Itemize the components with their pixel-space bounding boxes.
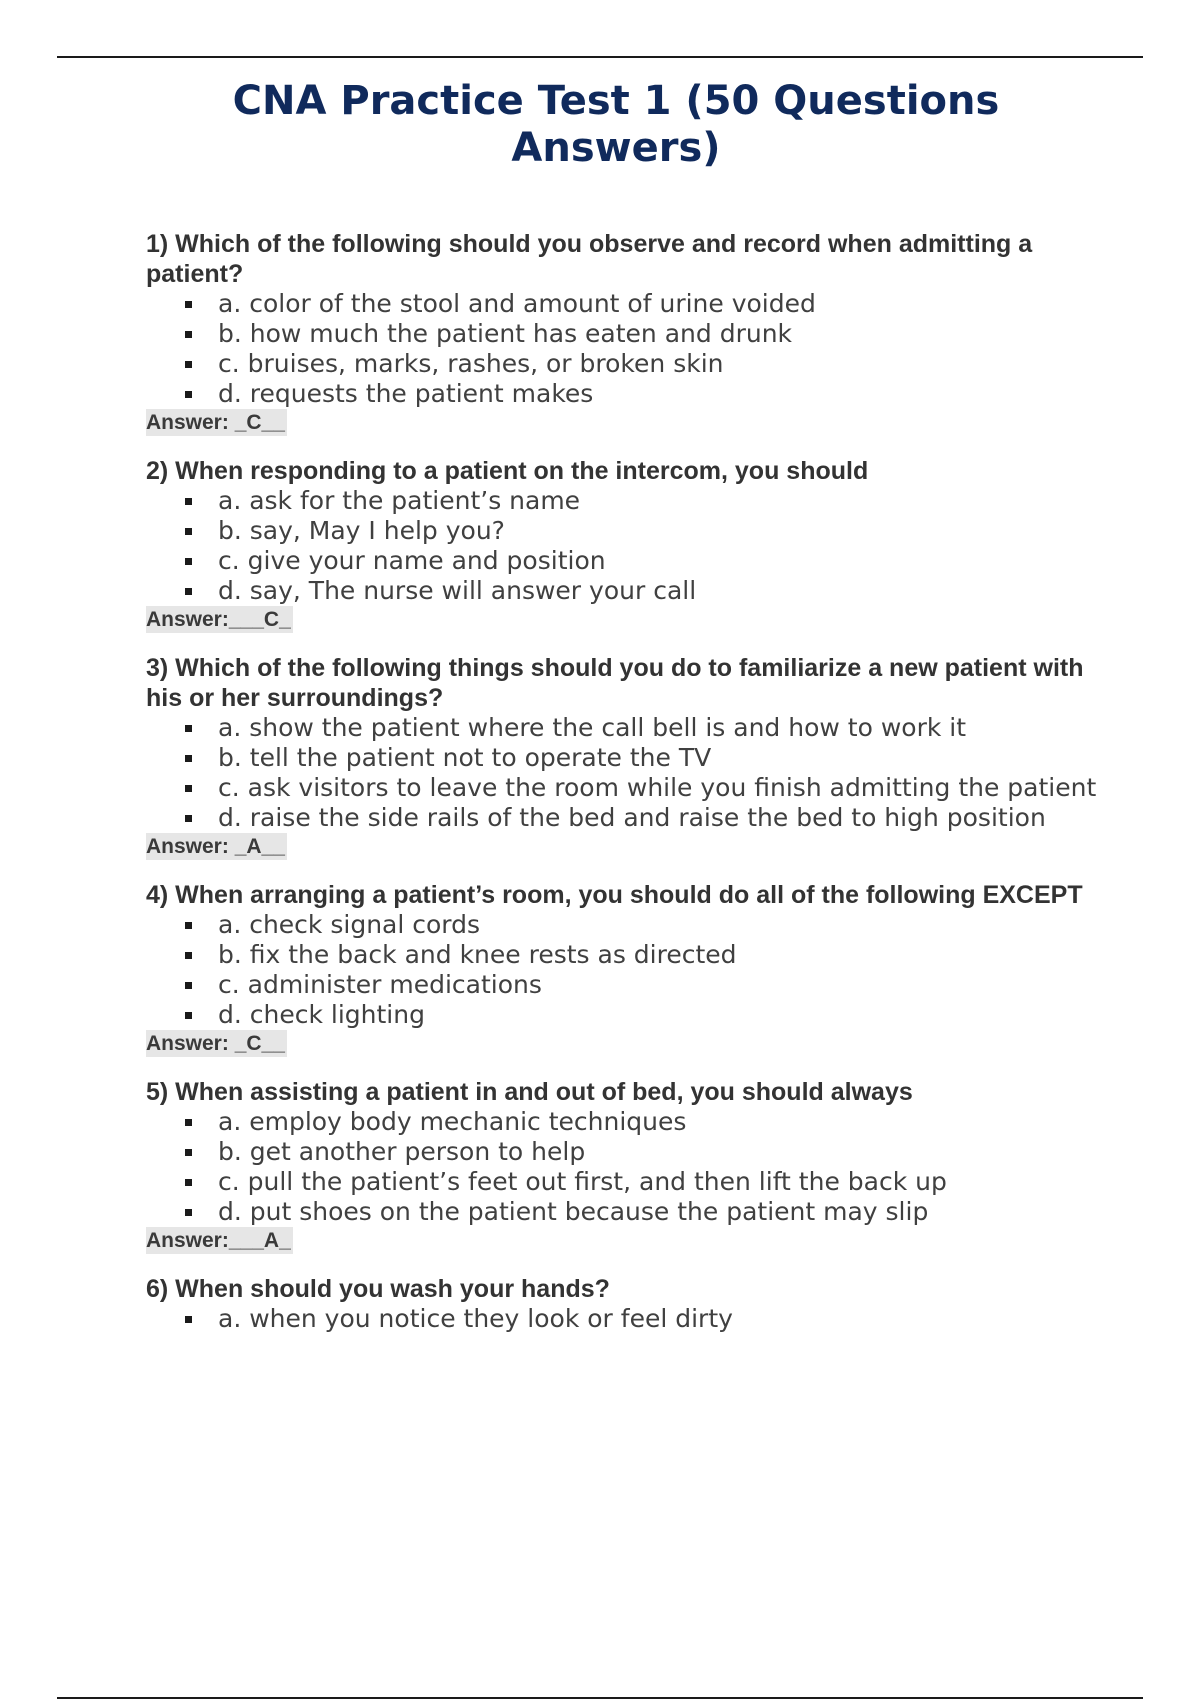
option-text: a. show the patient where the call bell is and how to work it: [218, 713, 967, 742]
answer-line: [146, 409, 287, 436]
answer-label: Answer:: [146, 608, 229, 631]
option-text: c. administer medications: [218, 970, 542, 999]
square-bullet-icon: [185, 528, 192, 535]
answer-value: ___A_: [228, 1229, 291, 1252]
square-bullet-icon: [185, 922, 192, 929]
answer-value: _C__: [228, 411, 285, 434]
option-item: [218, 349, 1106, 379]
option-text: c. pull the patient’s feet out first, and then lift the back up: [218, 1167, 947, 1196]
square-bullet-icon: [185, 1316, 192, 1323]
square-bullet-icon: [185, 331, 192, 338]
question-text: 2) When responding to a patient on the intercom, you should: [146, 457, 869, 485]
option-item: [218, 1137, 1106, 1167]
option-item: [218, 546, 1106, 576]
square-bullet-icon: [185, 558, 192, 565]
option-text: c. ask visitors to leave the room while you finish admitting the patient: [218, 773, 1097, 802]
option-item: [218, 1197, 1106, 1227]
option-item: [218, 289, 1106, 319]
square-bullet-icon: [185, 1119, 192, 1126]
option-text: d. requests the patient makes: [218, 379, 594, 408]
square-bullet-icon: [185, 498, 192, 505]
square-bullet-icon: [185, 1209, 192, 1216]
option-text: d. raise the side rails of the bed and raise the bed to high position: [218, 803, 1046, 832]
question-text: 4) When arranging a patient’s room, you should do all of the following EXCEPT: [146, 881, 1083, 909]
option-item: [218, 576, 1106, 606]
square-bullet-icon: [185, 1179, 192, 1186]
option-item: [218, 803, 1106, 833]
question-4: [146, 880, 1106, 1057]
answer-line: [146, 1227, 293, 1254]
top-rule: [57, 56, 1143, 58]
option-item: [218, 970, 1106, 1000]
option-text: c. give your name and position: [218, 546, 606, 575]
square-bullet-icon: [185, 785, 192, 792]
option-list: [146, 713, 1106, 833]
option-list: [146, 289, 1106, 409]
question-text: 6) When should you wash your hands?: [146, 1275, 610, 1303]
square-bullet-icon: [185, 1149, 192, 1156]
answer-value: _A__: [228, 835, 285, 858]
option-item: [218, 940, 1106, 970]
bottom-rule: [57, 1697, 1143, 1699]
square-bullet-icon: [185, 588, 192, 595]
option-text: d. say, The nurse will answer your call: [218, 576, 697, 605]
question-text: 3) Which of the following things should you do to familiarize a new patient with his or her surroundings?: [146, 654, 1084, 712]
option-text: a. ask for the patient’s name: [218, 486, 581, 515]
option-list: [146, 910, 1106, 1030]
option-text: b. get another person to help: [218, 1137, 586, 1166]
square-bullet-icon: [185, 725, 192, 732]
option-item: [218, 1304, 1106, 1334]
square-bullet-icon: [185, 361, 192, 368]
question-3: [146, 653, 1106, 860]
option-text: a. color of the stool and amount of urine voided: [218, 289, 816, 318]
answer-label: Answer:: [146, 1229, 229, 1252]
option-text: c. bruises, marks, rashes, or broken skin: [218, 349, 724, 378]
question-text: 5) When assisting a patient in and out of bed, you should always: [146, 1078, 913, 1106]
option-item: [218, 1107, 1106, 1137]
option-text: b. fix the back and knee rests as directed: [218, 940, 737, 969]
option-item: [218, 743, 1106, 773]
option-text: a. when you notice they look or feel dirty: [218, 1304, 733, 1333]
option-text: d. put shoes on the patient because the patient may slip: [218, 1197, 929, 1226]
answer-label: Answer:: [146, 835, 229, 858]
option-item: [218, 516, 1106, 546]
question-1: [146, 229, 1106, 436]
question-2: [146, 456, 1106, 633]
square-bullet-icon: [185, 952, 192, 959]
answer-line: [146, 833, 287, 860]
option-text: b. tell the patient not to operate the TV: [218, 743, 712, 772]
option-item: [218, 713, 1106, 743]
option-list: [146, 1107, 1106, 1227]
answer-line: [146, 1030, 287, 1057]
answer-value: ___C_: [228, 608, 291, 631]
option-item: [218, 319, 1106, 349]
option-list: [146, 1304, 1106, 1334]
option-item: [218, 486, 1106, 516]
answer-label: Answer:: [146, 411, 229, 434]
option-text: a. employ body mechanic techniques: [218, 1107, 687, 1136]
answer-line: [146, 606, 293, 633]
question-6: [146, 1274, 1106, 1334]
question-text: 1) Which of the following should you observe and record when admitting a patient?: [146, 230, 1033, 288]
square-bullet-icon: [185, 301, 192, 308]
option-item: [218, 379, 1106, 409]
option-list: [146, 486, 1106, 606]
answer-label: Answer:: [146, 1032, 229, 1055]
option-item: [218, 773, 1106, 803]
question-5: [146, 1077, 1106, 1254]
option-text: b. say, May I help you?: [218, 516, 505, 545]
question-list: [146, 229, 1106, 1354]
option-item: [218, 1000, 1106, 1030]
document-title: CNA Practice Test 1 (50 Questions Answers): [232, 78, 1000, 171]
square-bullet-icon: [185, 391, 192, 398]
square-bullet-icon: [185, 755, 192, 762]
square-bullet-icon: [185, 815, 192, 822]
option-text: d. check lighting: [218, 1000, 425, 1029]
option-item: [218, 910, 1106, 940]
square-bullet-icon: [185, 982, 192, 989]
answer-value: _C__: [228, 1032, 285, 1055]
option-item: [218, 1167, 1106, 1197]
square-bullet-icon: [185, 1012, 192, 1019]
option-text: a. check signal cords: [218, 910, 481, 939]
option-text: b. how much the patient has eaten and drunk: [218, 319, 793, 348]
